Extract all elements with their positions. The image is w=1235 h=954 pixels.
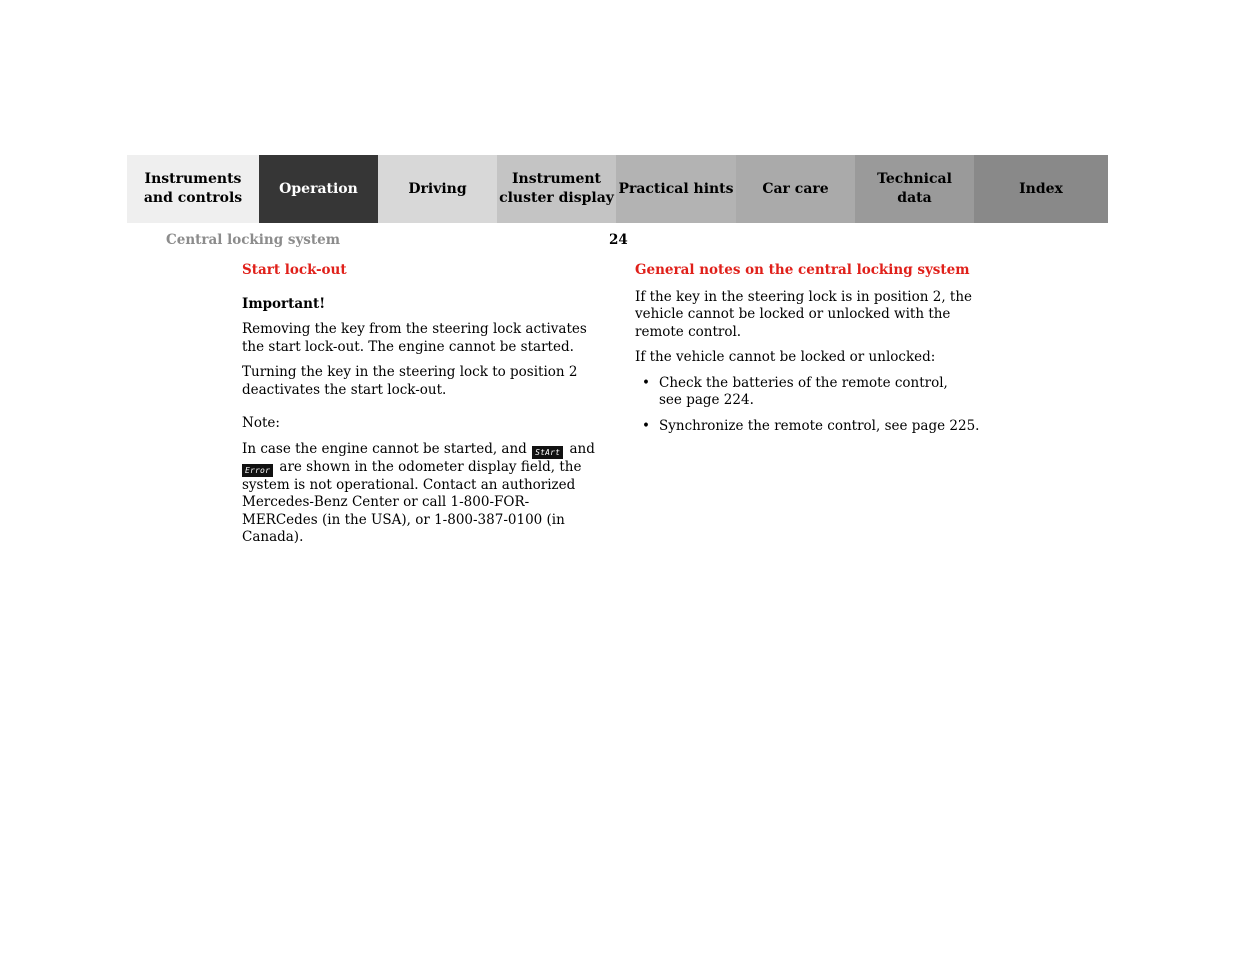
bullet-icon: • xyxy=(642,417,650,434)
note-text: In case the engine cannot be started, and StArt and Error are shown in the odometer display field, the system is not operational. Contact an authorized Mercedes-Benz Center or call 1-800-FOR-MERCedes (in the USA), or 1-800-387-0100 (in Canada). xyxy=(242,440,595,545)
tab-practical-hints[interactable]: Practical hints xyxy=(616,155,736,223)
general-notes-heading: General notes on the central locking system xyxy=(635,262,970,278)
page-number: 24 xyxy=(609,232,628,248)
start-display-icon: StArt xyxy=(532,446,563,459)
tab-index[interactable]: Index xyxy=(974,155,1108,223)
left-column xyxy=(242,262,602,555)
tab-car-care[interactable]: Car care xyxy=(736,155,855,223)
instructions-list xyxy=(635,375,980,436)
start-lockout-heading: Start lock-out xyxy=(242,262,347,278)
general-notes-para-2: If the vehicle cannot be locked or unlocked: xyxy=(635,349,936,365)
note-label: Note: xyxy=(242,415,280,431)
list-item: • Check the batteries of the remote control, see page 224. xyxy=(642,374,948,408)
section-title: Central locking system xyxy=(166,232,341,248)
start-lockout-para-2: Turning the key in the steering lock to position 2 deactivates the start lock-out. xyxy=(242,364,578,398)
tab-operation[interactable]: Operation xyxy=(259,155,378,223)
bullet-icon: • xyxy=(642,374,650,391)
important-label: Important! xyxy=(242,295,326,312)
tab-technical-data[interactable]: Technical data xyxy=(855,155,974,223)
general-notes-para-1: If the key in the steering lock is in position 2, the vehicle cannot be locked or unlocked with the remote control. xyxy=(635,288,973,340)
list-item: • Synchronize the remote control, see page 225. xyxy=(642,417,980,434)
error-display-icon: Error xyxy=(242,464,273,477)
right-column xyxy=(635,262,980,443)
start-lockout-para-1: Removing the key from the steering lock activates the start lock-out. The engine cannot be started. xyxy=(242,321,587,355)
page-header xyxy=(0,232,1235,252)
chapter-tab-bar xyxy=(127,155,1108,223)
tab-driving[interactable]: Driving xyxy=(378,155,497,223)
tab-instruments-and-controls[interactable]: Instruments and controls xyxy=(127,155,259,223)
tab-instrument-cluster-display[interactable]: Instrument cluster display xyxy=(497,155,616,223)
